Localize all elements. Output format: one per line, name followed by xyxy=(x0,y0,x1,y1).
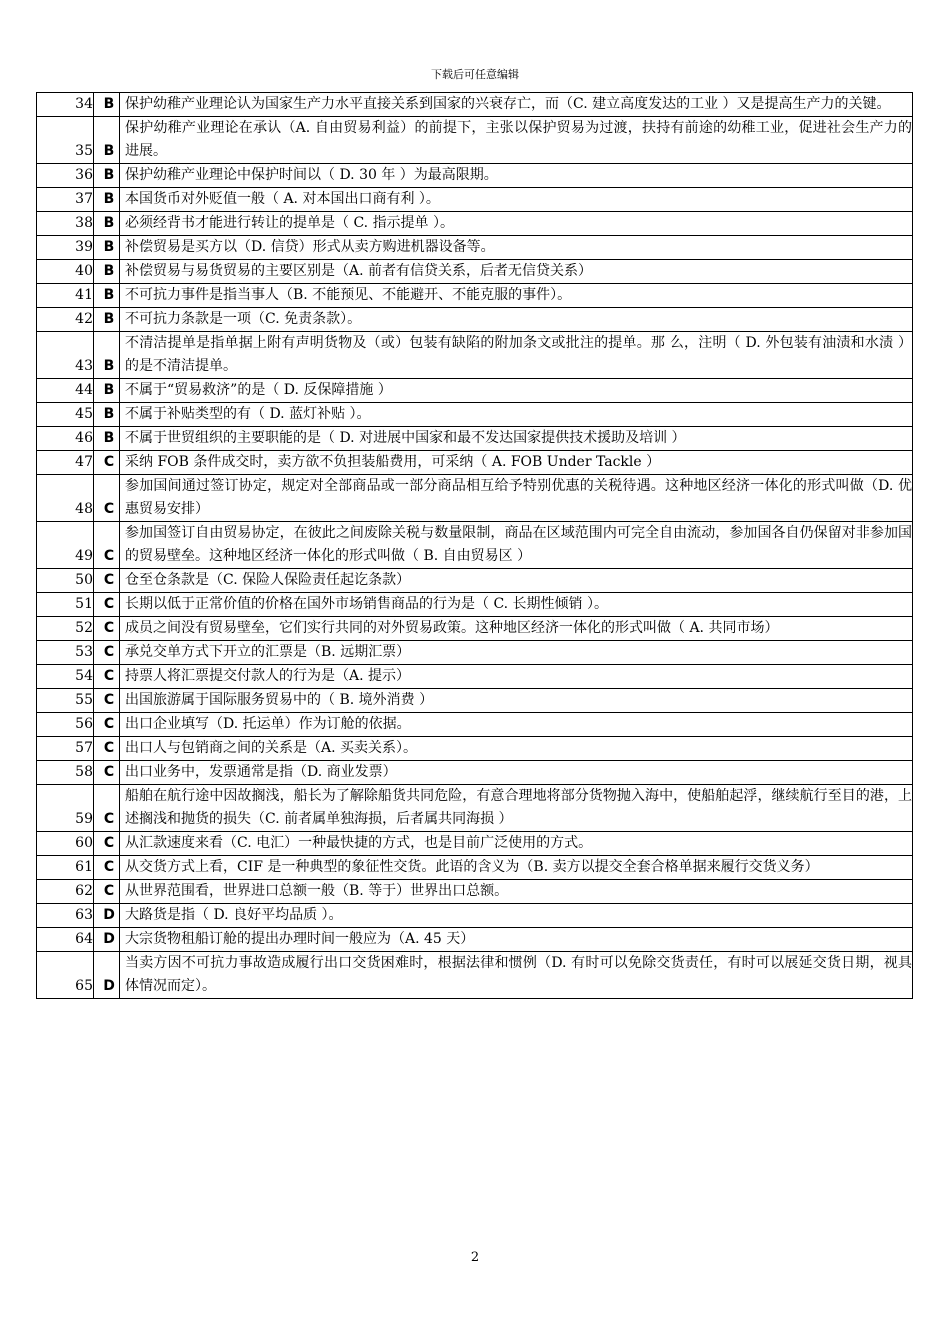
answer-letter: C xyxy=(94,451,120,475)
question-number: 38 xyxy=(37,212,94,236)
question-text: 采纳 FOB 条件成交时，卖方欲不负担装船费用，可采纳（ A. FOB Under Tackle ） xyxy=(120,451,913,475)
question-text: 长期以低于正常价值的价格在国外市场销售商品的行为是（ C. 长期性倾销 ）。 xyxy=(120,593,913,617)
answer-letter: B xyxy=(94,427,120,451)
question-text: 不可抗力事件是指当事人（B. 不能预见、不能避开、不能克服的事件）。 xyxy=(120,284,913,308)
answer-letter: C xyxy=(94,593,120,617)
question-number: 56 xyxy=(37,713,94,737)
question-number: 58 xyxy=(37,761,94,785)
table-row xyxy=(37,856,913,880)
table-row xyxy=(37,475,913,522)
question-text: 保护幼稚产业理论认为国家生产力水平直接关系到国家的兴衰存亡，而（C. 建立高度发达的工业 ）又是提高生产力的关键。 xyxy=(120,93,913,117)
question-number: 39 xyxy=(37,236,94,260)
table-row xyxy=(37,212,913,236)
table-row xyxy=(37,952,913,999)
answer-letter: C xyxy=(94,785,120,832)
table-row xyxy=(37,761,913,785)
answer-letter: C xyxy=(94,761,120,785)
answer-letter: C xyxy=(94,665,120,689)
question-number: 42 xyxy=(37,308,94,332)
question-text: 不属于世贸组织的主要职能的是（ D. 对进展中国家和最不发达国家提供技术援助及培训 ） xyxy=(120,427,913,451)
table-row xyxy=(37,164,913,188)
question-number: 55 xyxy=(37,689,94,713)
table-row xyxy=(37,117,913,164)
question-text: 不可抗力条款是一项（C. 免责条款）。 xyxy=(120,308,913,332)
answer-letter: B xyxy=(94,403,120,427)
answer-letter: C xyxy=(94,832,120,856)
question-number: 52 xyxy=(37,617,94,641)
answer-letter: C xyxy=(94,475,120,522)
answer-letter: B xyxy=(94,284,120,308)
question-text: 出口人与包销商之间的关系是（A. 买卖关系）。 xyxy=(120,737,913,761)
table-row xyxy=(37,713,913,737)
question-text: 大宗货物租船订舱的提出办理时间一般应为（A. 45 天） xyxy=(120,928,913,952)
table-row xyxy=(37,93,913,117)
question-text: 本国货币对外贬值一般（ A. 对本国出口商有利 ）。 xyxy=(120,188,913,212)
question-number: 64 xyxy=(37,928,94,952)
answer-letter: B xyxy=(94,332,120,379)
table-row xyxy=(37,832,913,856)
answer-letter: C xyxy=(94,641,120,665)
question-number: 57 xyxy=(37,737,94,761)
table-row xyxy=(37,880,913,904)
table-row xyxy=(37,785,913,832)
answer-letter: C xyxy=(94,737,120,761)
page-header: 下载后可任意编辑 xyxy=(431,68,519,81)
question-text: 从世界范围看，世界进口总额一般（B. 等于）世界出口总额。 xyxy=(120,880,913,904)
answer-letter: C xyxy=(94,617,120,641)
question-number: 49 xyxy=(37,522,94,569)
question-text: 出国旅游属于国际服务贸易中的（ B. 境外消费 ） xyxy=(120,689,913,713)
question-text: 参加国签订自由贸易协定，在彼此之间废除关税与数量限制，商品在区域范围内可完全自由流动，参加国各自仍保留对非参加国的贸易壁垒。这种地区经济一体化的形式叫做（ B. 自由贸易区 ） xyxy=(120,522,913,569)
question-number: 41 xyxy=(37,284,94,308)
page-number: 2 xyxy=(470,1250,480,1265)
table-row xyxy=(37,593,913,617)
answer-letter: D xyxy=(94,952,120,999)
question-text: 船舶在航行途中因故搁浅，船长为了解除船货共同危险，有意合理地将部分货物抛入海中，使船舶起浮，继续航行至目的港，上述搁浅和抛货的损失（C. 前者属单独海损，后者属共同海损 ） xyxy=(120,785,913,832)
answer-letter: B xyxy=(94,93,120,117)
question-text: 参加国间通过签订协定，规定对全部商品或一部分商品相互给予特别优惠的关税待遇。这种地区经济一体化的形式叫做（D. 优惠贸易安排） xyxy=(120,475,913,522)
answer-letter: D xyxy=(94,928,120,952)
table-row xyxy=(37,403,913,427)
table-row xyxy=(37,617,913,641)
question-number: 50 xyxy=(37,569,94,593)
question-number: 44 xyxy=(37,379,94,403)
answer-letter: C xyxy=(94,569,120,593)
answer-letter: B xyxy=(94,379,120,403)
question-text: 承兑交单方式下开立的汇票是（B. 远期汇票） xyxy=(120,641,913,665)
question-number: 51 xyxy=(37,593,94,617)
question-number: 45 xyxy=(37,403,94,427)
answer-letter: C xyxy=(94,856,120,880)
question-number: 46 xyxy=(37,427,94,451)
question-number: 36 xyxy=(37,164,94,188)
table-row xyxy=(37,188,913,212)
table-row xyxy=(37,284,913,308)
answer-letter: B xyxy=(94,212,120,236)
table-row xyxy=(37,641,913,665)
answer-letter: C xyxy=(94,522,120,569)
question-text: 持票人将汇票提交付款人的行为是（A. 提示） xyxy=(120,665,913,689)
answer-letter: B xyxy=(94,117,120,164)
question-number: 61 xyxy=(37,856,94,880)
answer-letter: B xyxy=(94,236,120,260)
answer-letter: D xyxy=(94,904,120,928)
question-text: 保护幼稚产业理论在承认（A. 自由贸易利益）的前提下，主张以保护贸易为过渡，扶持有前途的幼稚工业，促进社会生产力的进展。 xyxy=(120,117,913,164)
table-row xyxy=(37,427,913,451)
question-text: 从汇款速度来看（C. 电汇）一种最快捷的方式，也是目前广泛使用的方式。 xyxy=(120,832,913,856)
question-text: 补偿贸易是买方以（D. 信贷）形式从卖方购进机器设备等。 xyxy=(120,236,913,260)
question-number: 47 xyxy=(37,451,94,475)
question-text: 补偿贸易与易货贸易的主要区别是（A. 前者有信贷关系，后者无信贷关系） xyxy=(120,260,913,284)
table-row xyxy=(37,737,913,761)
table-row xyxy=(37,569,913,593)
question-text: 不属于补贴类型的有（ D. 蓝灯补贴 ）。 xyxy=(120,403,913,427)
answer-letter: B xyxy=(94,308,120,332)
answer-letter: C xyxy=(94,689,120,713)
question-number: 53 xyxy=(37,641,94,665)
table-row xyxy=(37,236,913,260)
question-text: 从交货方式上看，CIF 是一种典型的象征性交货。此语的含义为（B. 卖方以提交全套合格单据来履行交货义务） xyxy=(120,856,913,880)
question-number: 54 xyxy=(37,665,94,689)
answer-letter: B xyxy=(94,188,120,212)
question-number: 37 xyxy=(37,188,94,212)
question-number: 63 xyxy=(37,904,94,928)
question-number: 62 xyxy=(37,880,94,904)
question-text: 不清洁提单是指单据上附有声明货物及（或）包装有缺陷的附加条文或批注的提单。那 么，注明（ D. 外包装有油渍和水渍 ）的是不清洁提单。 xyxy=(120,332,913,379)
table-row xyxy=(37,689,913,713)
answer-letter: B xyxy=(94,260,120,284)
table-row xyxy=(37,522,913,569)
question-text: 必须经背书才能进行转让的提单是（ C. 指示提单 ）。 xyxy=(120,212,913,236)
table-row xyxy=(37,665,913,689)
question-number: 43 xyxy=(37,332,94,379)
question-table xyxy=(36,92,913,999)
question-number: 59 xyxy=(37,785,94,832)
question-number: 60 xyxy=(37,832,94,856)
question-number: 34 xyxy=(37,93,94,117)
table-row xyxy=(37,904,913,928)
question-text: 当卖方因不可抗力事故造成履行出口交货困难时，根据法律和惯例（D. 有时可以免除交货责任，有时可以展延交货日期，视具体情况而定）。 xyxy=(120,952,913,999)
question-text: 保护幼稚产业理论中保护时间以（ D. 30 年 ）为最高限期。 xyxy=(120,164,913,188)
question-number: 35 xyxy=(37,117,94,164)
answer-letter: B xyxy=(94,164,120,188)
question-number: 65 xyxy=(37,952,94,999)
question-text: 大路货是指（ D. 良好平均品质 ）。 xyxy=(120,904,913,928)
answer-letter: C xyxy=(94,880,120,904)
table-row xyxy=(37,379,913,403)
table-row xyxy=(37,451,913,475)
question-text: 出口业务中，发票通常是指（D. 商业发票） xyxy=(120,761,913,785)
table-row xyxy=(37,332,913,379)
table-row xyxy=(37,928,913,952)
question-table-body xyxy=(37,93,913,999)
table-row xyxy=(37,260,913,284)
question-text: 仓至仓条款是（C. 保险人保险责任起讫条款） xyxy=(120,569,913,593)
question-number: 40 xyxy=(37,260,94,284)
question-text: 不属于“贸易救济”的是（ D. 反保障措施 ） xyxy=(120,379,913,403)
answer-letter: C xyxy=(94,713,120,737)
question-number: 48 xyxy=(37,475,94,522)
table-row xyxy=(37,308,913,332)
question-text: 成员之间没有贸易壁垒，它们实行共同的对外贸易政策。这种地区经济一体化的形式叫做（ A. 共同市场） xyxy=(120,617,913,641)
question-text: 出口企业填写（D. 托运单）作为订舱的依据。 xyxy=(120,713,913,737)
